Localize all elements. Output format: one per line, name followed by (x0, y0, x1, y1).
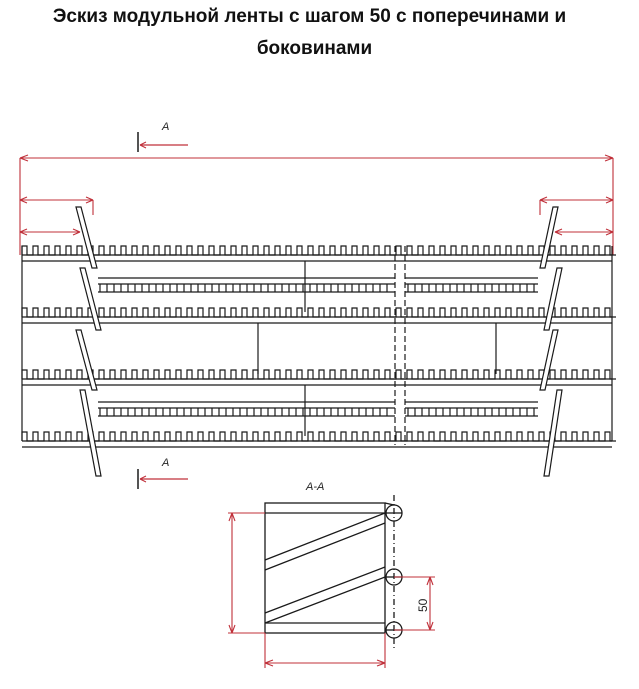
side-guard (544, 268, 562, 330)
pitch-dimension-label: 50 (416, 598, 430, 612)
section-mark-top (138, 132, 188, 152)
section-view (265, 495, 402, 650)
side-guard (76, 207, 97, 268)
section-view-label: A-A (306, 481, 325, 493)
section-mark-bottom-label: A (162, 457, 170, 469)
side-guard (540, 207, 558, 268)
section-body (265, 503, 385, 633)
section-mark-bottom (138, 469, 188, 489)
side-guard (76, 330, 97, 390)
overall-width-dimension (20, 155, 613, 255)
side-guard (544, 390, 562, 476)
hinge-row-teeth (22, 370, 616, 379)
title-line-1: Эскиз модульной ленты с шагом 50 с поперечинами и (52, 6, 567, 27)
hinge-row-teeth (22, 246, 616, 255)
hinge-row-teeth (22, 308, 616, 317)
section-mark-top-label: A (162, 121, 170, 133)
side-guard (540, 330, 558, 390)
belt-plan-view (22, 207, 616, 476)
title-line-2: боковинами (256, 38, 373, 59)
side-guard (80, 268, 101, 330)
side-guard (80, 390, 101, 476)
section-dimensions (228, 513, 435, 668)
hinge-row-teeth (22, 432, 616, 441)
